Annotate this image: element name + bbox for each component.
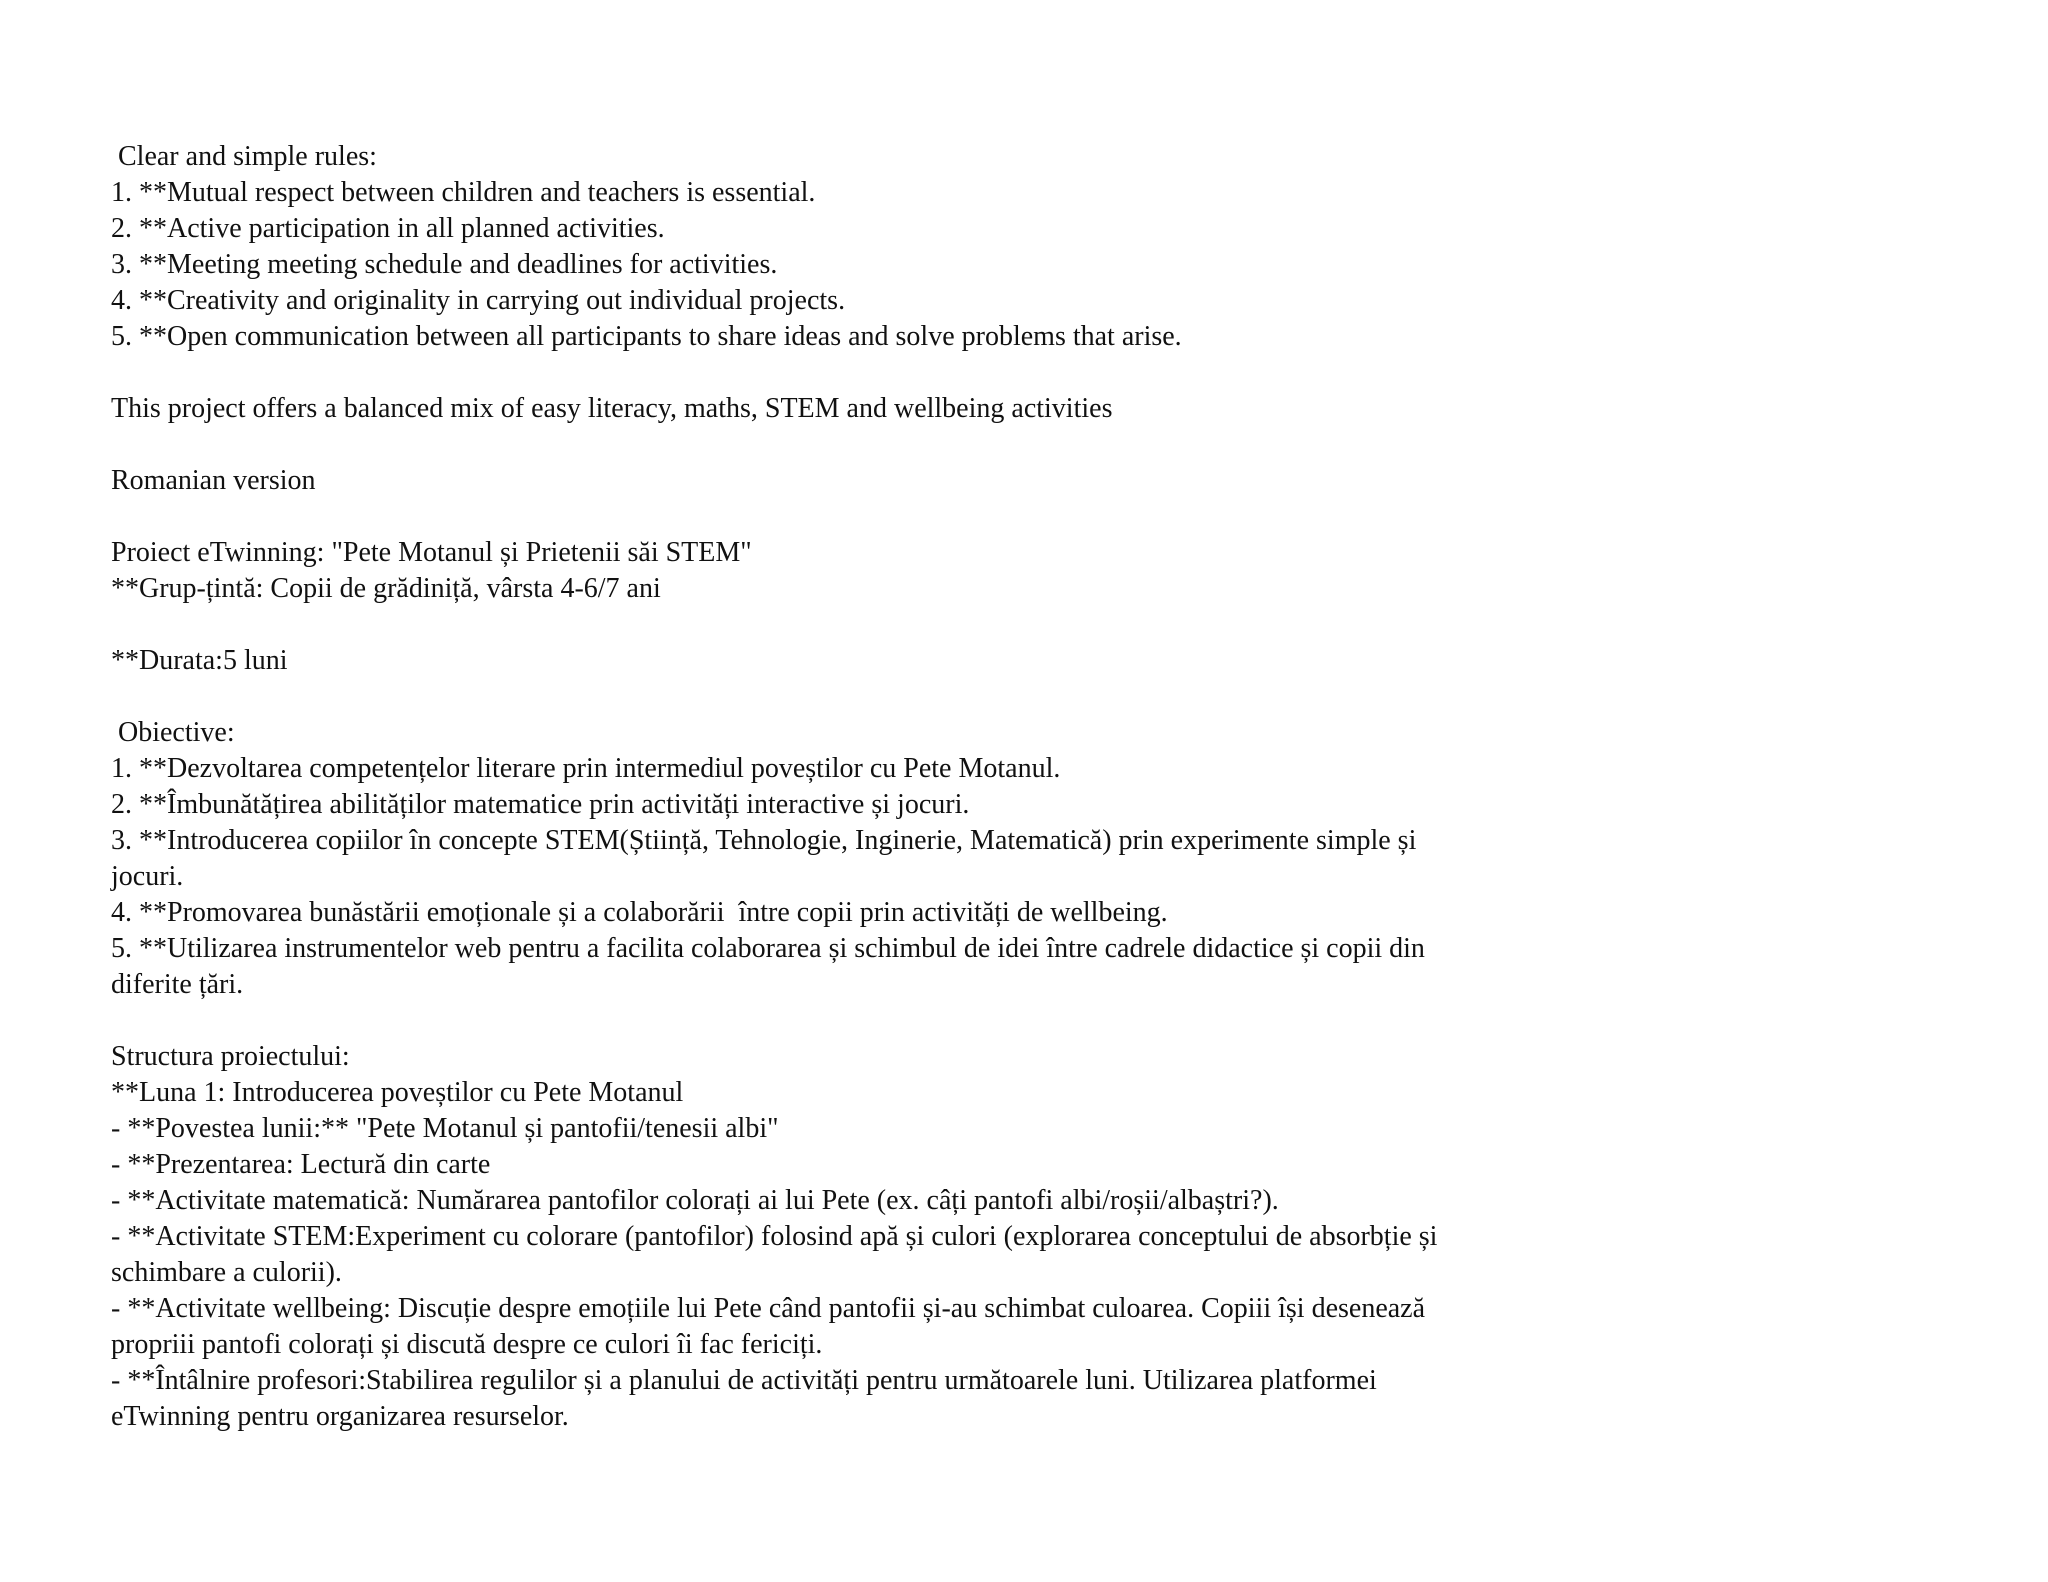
spacer <box>111 427 1811 463</box>
rule-item: 4. **Creativity and originality in carrying out individual projects. <box>111 285 846 316</box>
spacer <box>111 607 1811 643</box>
structure-line: - **Activitate matematică: Numărarea pantofilor colorați ai lui Pete (ex. câți pantofi albi/roșii/albaștri?). <box>111 1185 1279 1216</box>
objective-line: 2. **Îmbunătățirea abilităților matematice prin activități interactive și jocuri. <box>111 789 970 820</box>
structure-line: **Luna 1: Introducerea poveștilor cu Pete Motanul <box>111 1077 684 1108</box>
objective-line: 3. **Introducerea copiilor în concepte STEM(Știință, Tehnologie, Inginerie, Matematică) prin experimente simple și <box>111 825 1417 856</box>
duration: **Durata:5 luni <box>111 645 288 676</box>
structure-line: - **Activitate wellbeing: Discuție despre emoțiile lui Pete când pantofii și-au schimbat culoarea. Copiii își desenează <box>111 1293 1426 1324</box>
objective-line: diferite țări. <box>111 969 244 1000</box>
objective-line: 1. **Dezvoltarea competențelor literare prin intermediul poveștilor cu Pete Motanul. <box>111 753 1061 784</box>
structure-line: - **Prezentarea: Lectură din carte <box>111 1149 491 1180</box>
structure-line: - **Întâlnire profesori:Stabilirea regulilor și a planului de activități pentru următoarele luni. Utilizarea platformei <box>111 1365 1377 1396</box>
structure-line: schimbare a culorii). <box>111 1257 342 1288</box>
structure-heading: Structura proiectului: <box>111 1041 350 1072</box>
romanian-version-label: Romanian version <box>111 465 316 496</box>
rule-item: 2. **Active participation in all planned activities. <box>111 213 665 244</box>
rules-heading: Clear and simple rules: <box>111 141 377 172</box>
summary-text: This project offers a balanced mix of easy literacy, maths, STEM and wellbeing activities <box>111 393 1113 424</box>
spacer <box>111 499 1811 535</box>
objectives-heading: Obiective: <box>111 717 235 748</box>
document-page <box>111 139 1811 1435</box>
rule-item: 1. **Mutual respect between children and teachers is essential. <box>111 177 816 208</box>
objective-line: 4. **Promovarea bunăstării emoționale și a colaborării între copii prin activități de wellbeing. <box>111 897 1168 928</box>
spacer <box>111 355 1811 391</box>
objective-line: 5. **Utilizarea instrumentelor web pentru a facilita colaborarea și schimbul de idei între cadrele didactice și copii din <box>111 933 1425 964</box>
structure-line: - **Activitate STEM:Experiment cu colorare (pantofilor) folosind apă și culori (explorarea conceptului de absorbție și <box>111 1221 1438 1252</box>
structure-line: eTwinning pentru organizarea resurselor. <box>111 1401 569 1432</box>
structure-line: propriii pantofi colorați și discută despre ce culori îi fac fericiți. <box>111 1329 823 1360</box>
rule-item: 3. **Meeting meeting schedule and deadlines for activities. <box>111 249 778 280</box>
spacer <box>111 1003 1811 1039</box>
rule-item: 5. **Open communication between all participants to share ideas and solve problems that arise. <box>111 321 1182 352</box>
structure-line: - **Povestea lunii:** "Pete Motanul și pantofii/tenesii albi" <box>111 1113 779 1144</box>
objective-line: jocuri. <box>111 861 184 892</box>
spacer <box>111 679 1811 715</box>
project-title: Proiect eTwinning: "Pete Motanul și Prietenii săi STEM" <box>111 537 752 568</box>
target-group: **Grup-țintă: Copii de grădiniță, vârsta 4-6/7 ani <box>111 573 661 604</box>
